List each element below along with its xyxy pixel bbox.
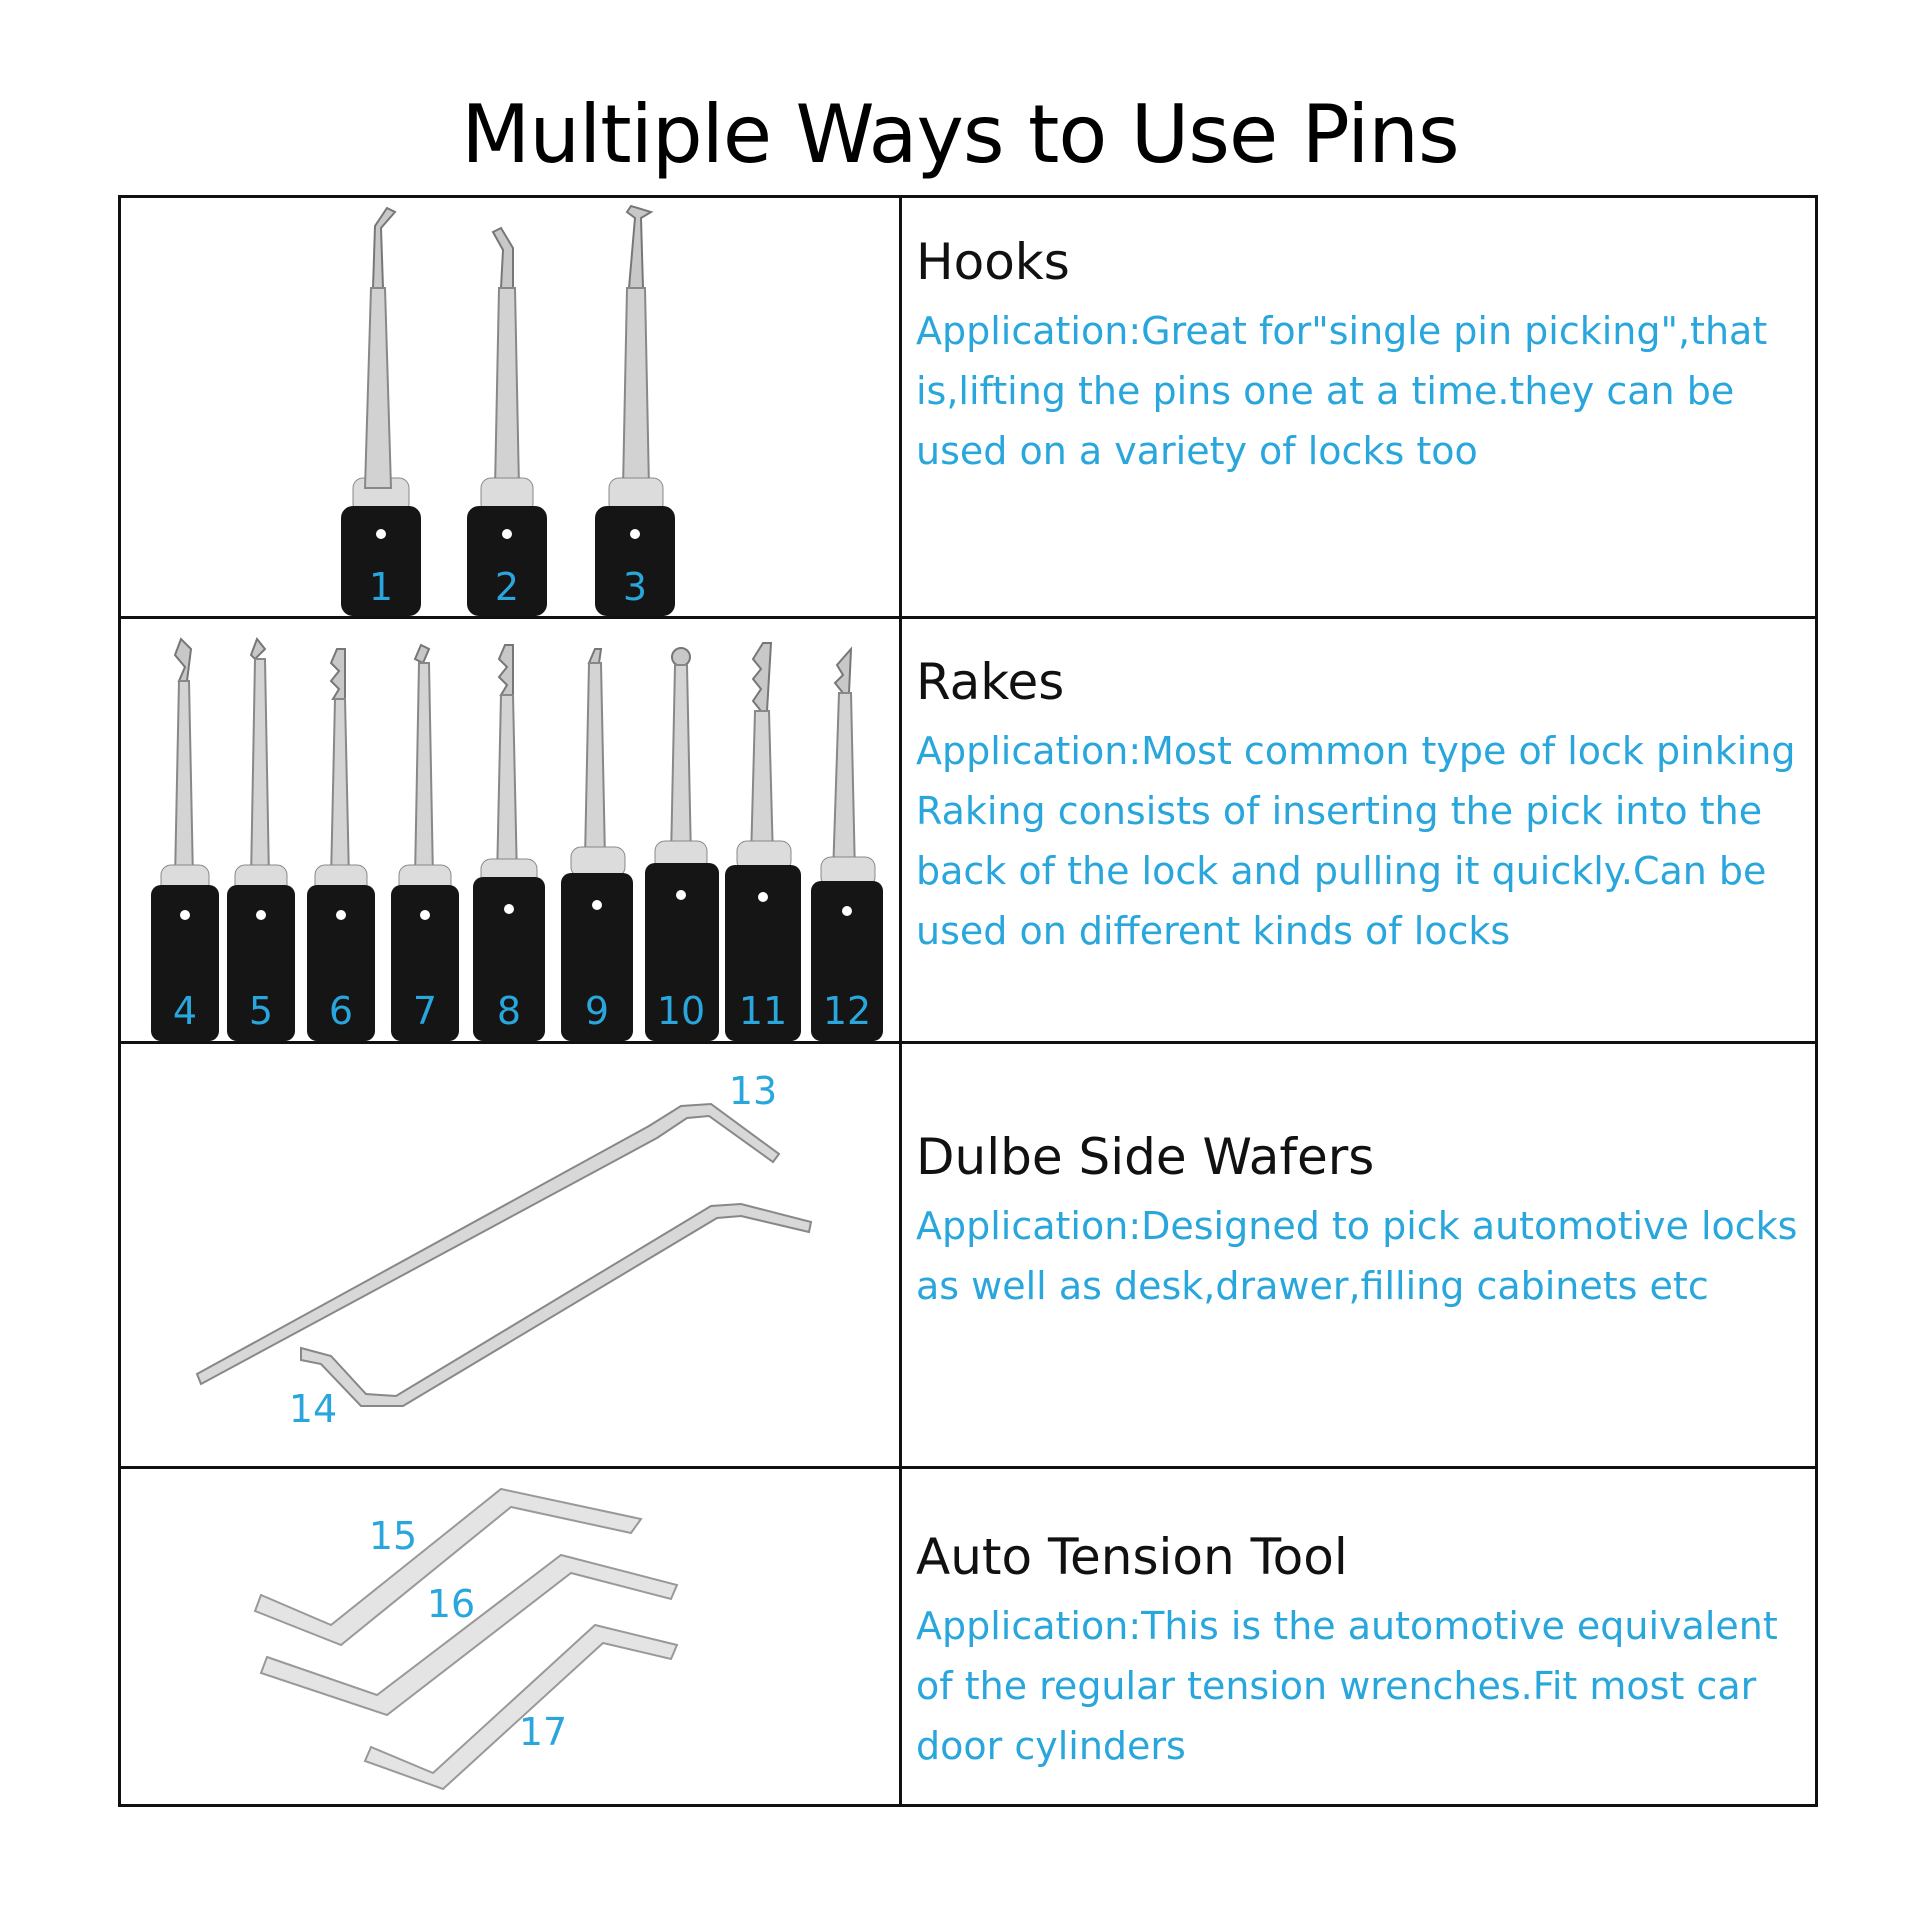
hook-pick-2: [467, 228, 547, 616]
rake-pick-4: [151, 639, 219, 1041]
tension-tool-17: [365, 1625, 677, 1789]
tool-number-6: 6: [328, 989, 354, 1033]
section-description-tension: Application:This is the automotive equivalent of the regular tension wrenches.Fit most car door cylinders: [916, 1604, 1778, 1768]
rake-pick-8: [473, 645, 545, 1041]
section-heading-rakes: Rakes: [916, 653, 1065, 711]
tool-number-7: 7: [412, 989, 438, 1033]
rake-pick-12: [811, 649, 883, 1041]
tool-number-9: 9: [584, 989, 610, 1033]
hooks-illustration: [121, 198, 899, 616]
tool-number-3: 3: [622, 565, 648, 609]
rake-pick-11: [725, 643, 801, 1041]
rake-pick-10: [645, 648, 719, 1041]
rake-pick-9: [561, 649, 633, 1041]
tool-number-15: 15: [368, 1514, 418, 1558]
rake-pick-7: [391, 645, 459, 1041]
rakes-text: [916, 653, 1806, 961]
tension-text: [916, 1528, 1806, 1776]
section-heading-wafers: Dulbe Side Wafers: [916, 1128, 1375, 1186]
tool-number-5: 5: [248, 989, 274, 1033]
tool-number-14: 14: [288, 1387, 338, 1431]
tool-number-2: 2: [494, 565, 520, 609]
tool-number-1: 1: [368, 565, 394, 609]
tool-number-10: 10: [656, 989, 706, 1033]
page-title: Multiple Ways to Use Pins: [461, 88, 1459, 181]
wafer-tool-14: [289, 1204, 811, 1431]
tension-tools-illustration: [121, 1469, 899, 1807]
section-heading-tension: Auto Tension Tool: [916, 1528, 1348, 1586]
section-description-rakes: Application:Most common type of lock pinking Raking consists of inserting the pick into the back of the lock and pulling it quickly.Can be used on different kinds of locks: [916, 729, 1796, 953]
hooks-text: [916, 233, 1806, 481]
tool-number-8: 8: [496, 989, 522, 1033]
section-description-wafers: Application:Designed to pick automotive locks as well as desk,drawer,filling cabinets etc: [916, 1204, 1798, 1308]
rake-pick-6: [307, 649, 375, 1041]
tool-number-11: 11: [738, 989, 788, 1033]
tool-number-12: 12: [822, 989, 872, 1033]
tool-number-16: 16: [426, 1582, 476, 1626]
rake-pick-5: [227, 639, 295, 1041]
wafers-text: [916, 1128, 1806, 1316]
tool-number-4: 4: [172, 989, 198, 1033]
rake-picks: [151, 639, 883, 1041]
section-description-hooks: Application:Great for"single pin picking",that is,lifting the pins one at a time.they can be used on a variety of locks too: [916, 309, 1768, 473]
tool-number-13: 13: [728, 1069, 778, 1113]
tool-number-17: 17: [518, 1710, 568, 1754]
wafers-illustration: [121, 1044, 899, 1466]
hook-pick-3: [595, 206, 675, 616]
section-heading-hooks: Hooks: [916, 233, 1070, 291]
column-divider: [899, 198, 902, 1804]
pins-table: [118, 195, 1818, 1807]
hook-pick-1: [341, 208, 421, 616]
rakes-illustration: [121, 619, 899, 1041]
